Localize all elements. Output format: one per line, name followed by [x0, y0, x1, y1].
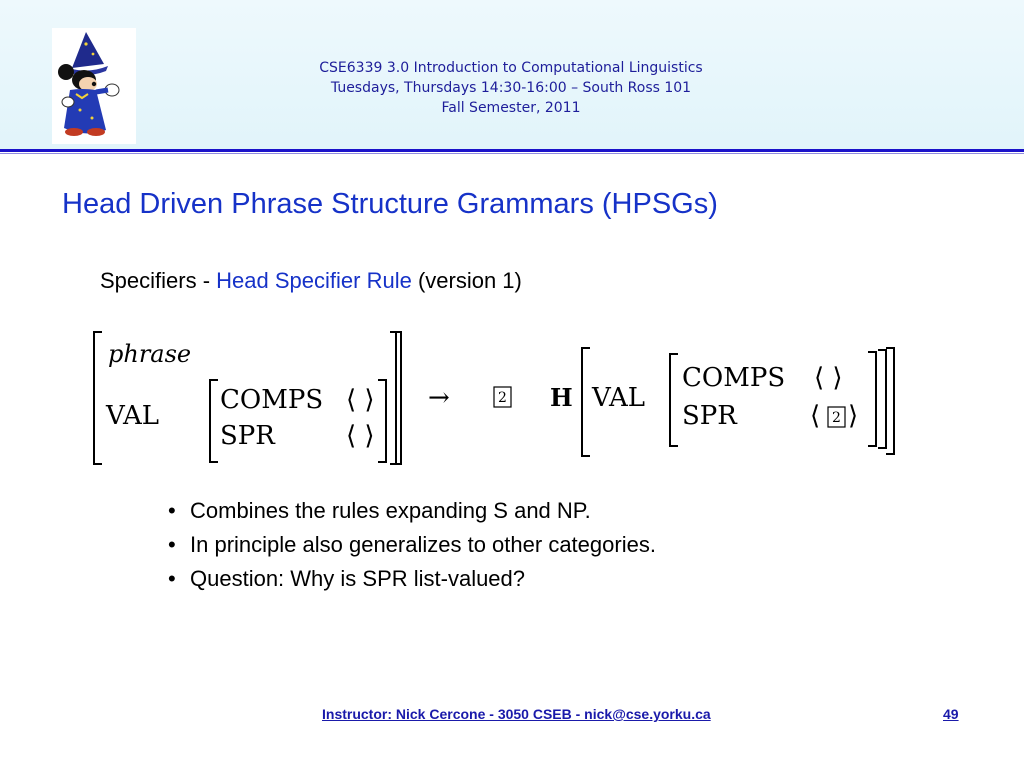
rhs-spr-list-close: ⟩ [848, 401, 859, 431]
lhs-comps-value: ⟨ ⟩ [346, 385, 375, 415]
bullet-icon: • [168, 498, 176, 523]
lhs-inner-left-bracket [210, 380, 218, 462]
bullet-icon: • [168, 532, 176, 557]
rhs-val-label: VAL [592, 383, 646, 413]
page-number-link[interactable]: 49 [943, 706, 959, 722]
wizard-mascot-icon [52, 28, 136, 144]
list-item: • Question: Why is SPR list-valued? [168, 562, 656, 596]
lhs-spr-label: SPR [220, 421, 275, 451]
list-item: • Combines the rules expanding S and NP. [168, 494, 656, 528]
lhs-val-label: VAL [106, 401, 160, 431]
tag-number-2: 2 [832, 410, 841, 426]
course-title: CSE6339 3.0 Introduction to Computational Linguistics [319, 60, 703, 76]
lhs-outer-right-bracket-1 [390, 332, 396, 464]
subtitle-prefix: Specifiers - [100, 268, 217, 293]
course-info [200, 58, 822, 118]
lhs-outer-left-bracket [94, 332, 102, 464]
rhs-outer-left-bracket [582, 348, 590, 456]
rhs-inner-right-bracket-2 [878, 350, 886, 448]
tag-number-1: 2 [498, 390, 507, 406]
course-schedule: Tuesdays, Thursdays 14:30-16:00 – South Ross 101 [330, 80, 692, 96]
instructor-link[interactable]: Instructor: Nick Cercone - 3050 CSEB - nick@cse.yorku.ca [322, 706, 711, 722]
rhs-comps-label: COMPS [682, 363, 786, 393]
rhs-outer-right-bracket [886, 348, 894, 454]
list-item: • In principle also generalizes to other categories. [168, 528, 656, 562]
rhs-spr-list-open: ⟨ [810, 401, 821, 431]
subtitle-highlight: Head Specifier Rule [216, 268, 412, 293]
lhs-type-phrase: phrase [108, 340, 192, 368]
subtitle-suffix: (version 1) [411, 268, 522, 293]
rhs-inner-right-bracket-1 [868, 352, 876, 446]
head-daughter-label: H [550, 383, 573, 412]
header-divider [0, 149, 1024, 152]
slide-title: Head Driven Phrase Structure Grammars (HPSGs) [62, 188, 718, 220]
rhs-comps-value: ⟨ ⟩ [814, 363, 843, 393]
lhs-spr-value: ⟨ ⟩ [346, 421, 375, 451]
rhs-inner-left-bracket [670, 354, 678, 446]
rhs-spr-label: SPR [682, 401, 737, 431]
course-semester: Fall Semester, 2011 [441, 100, 581, 116]
head-specifier-rule-formula [90, 328, 900, 470]
bullet-icon: • [168, 566, 176, 591]
header-divider-shadow [0, 153, 1024, 154]
rewrite-arrow: → [428, 383, 450, 413]
lhs-comps-label: COMPS [220, 385, 324, 415]
bullet-list [168, 494, 656, 596]
lhs-inner-right-bracket [378, 380, 386, 462]
slide-subtitle [100, 268, 522, 294]
